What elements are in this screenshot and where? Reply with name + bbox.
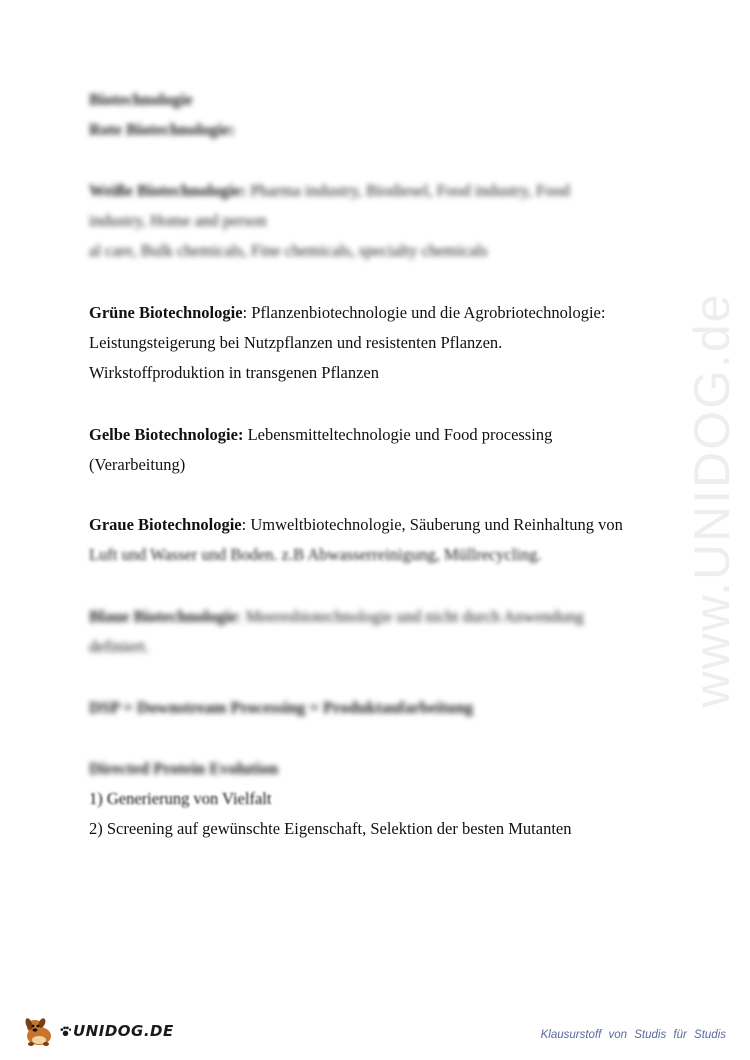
paw-icon [60, 1026, 71, 1037]
paragraph-gelbe-line1 [89, 424, 552, 446]
label-graue-biotechnologie: Graue Biotechnologie [89, 515, 242, 534]
heading-directed-protein-evolution: Directed Protein Evolution [89, 759, 279, 778]
paragraph-gruene-line1 [89, 302, 605, 324]
paragraph-gruene-line2: Leistungsteigerung bei Nutzpflanzen und resistenten Pflanzen. [89, 333, 503, 352]
paragraph-gelbe-line2: (Verarbeitung) [89, 455, 186, 474]
label-weisse-biotechnologie: Weiße Biotechnologie: [89, 181, 247, 200]
list-item-1: 1) Generierung von Vielfalt [89, 789, 272, 808]
text-graue-1: : Umweltbiotechnologie, Säuberung und Reinhaltung von [241, 515, 623, 534]
text-blaue-1: : Meeresbiotechnologie und nicht durch Anwendung [237, 607, 584, 626]
unidog-logo[interactable] [22, 1014, 174, 1048]
logo-text: UNIDOG.DE [73, 1022, 174, 1040]
paragraph-weisse-line1 [89, 180, 570, 202]
text-gruene-1: : Pflanzenbiotechnologie und die Agrobriotechnologie: [242, 303, 606, 322]
paragraph-gruene-line3: Wirkstoffproduktion in transgenen Pflanzen [89, 363, 380, 382]
label-gelbe-biotechnologie: Gelbe Biotechnologie: [89, 425, 244, 444]
list-item-2: 2) Screening auf gewünschte Eigenschaft, Selektion der besten Mutanten [89, 819, 572, 838]
paragraph-blaue-line1 [89, 606, 584, 628]
paragraph-graue-line1 [89, 514, 623, 536]
label-gruene-biotechnologie: Grüne Biotechnologie [89, 303, 243, 322]
paragraph-weisse-line3: al care, Bulk chemicals, Fine chemicals, specialty chemicals [89, 241, 488, 260]
watermark-text: www.UNIDOG.de [684, 292, 740, 708]
paragraph-weisse-line2: industry, Home and person [89, 211, 267, 230]
dog-mascot-icon [22, 1014, 58, 1048]
paragraph-blaue-line2: definiert. [89, 637, 150, 656]
text-weisse-1: Pharma industry, Biodiesel, Food industry, Food [246, 181, 570, 200]
logo-wordmark [60, 1022, 174, 1040]
paragraph-graue-line2: Luft und Wasser und Boden. z.B Abwasserreinigung, Müllrecycling. [89, 545, 542, 564]
doc-heading-biotechnologie: Biotechnologie [89, 90, 193, 109]
text-gelbe-1: Lebensmitteltechnologie und Food processing [243, 425, 553, 444]
heading-rote-biotechnologie: Rote Biotechnologie: [89, 120, 236, 139]
label-blaue-biotechnologie: Blaue Biotechnologie [89, 607, 238, 626]
heading-dsp: DSP = Downstream Processing = Produktaufarbeitung [89, 698, 474, 717]
footer-tagline: Klausurstoff von Studis für Studis [540, 1029, 726, 1041]
